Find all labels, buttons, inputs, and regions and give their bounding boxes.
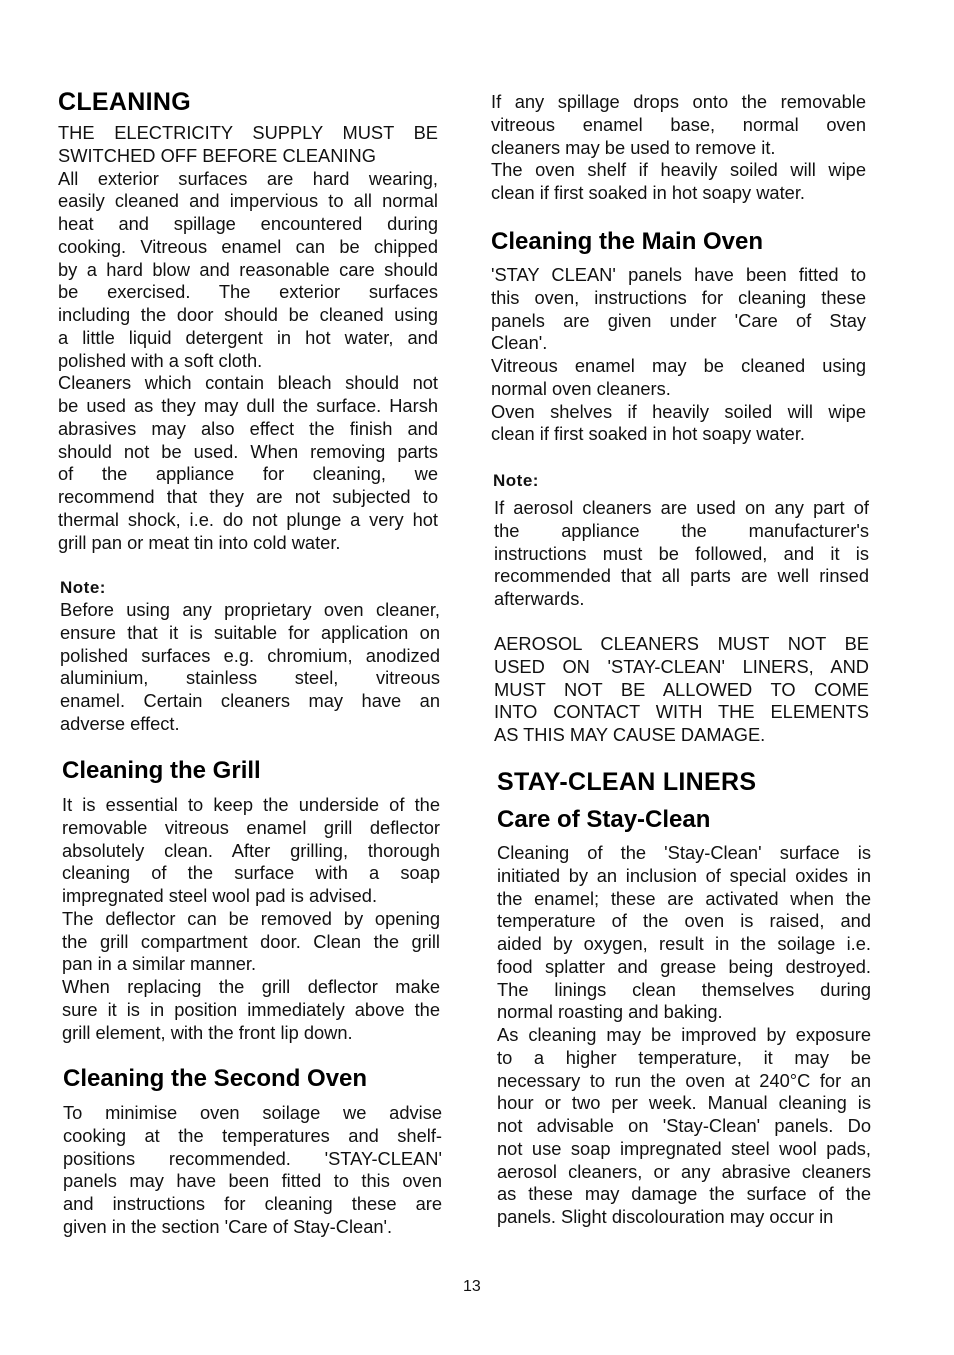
text-line: ensure that it is suitable for application on xyxy=(60,621,440,643)
text-line: cleaning of the surface with a soap xyxy=(62,862,440,884)
text-block xyxy=(62,794,440,1044)
text-line: AEROSOL CLEANERS MUST NOT BE xyxy=(494,633,869,654)
text-line: food splatter and grease being destroyed. xyxy=(497,955,871,977)
text-line: removable vitreous enamel grill deflector xyxy=(62,816,440,838)
text-line: SWITCHED OFF BEFORE CLEANING xyxy=(58,144,376,166)
text-line: Cleaning of the 'Stay-Clean' surface is xyxy=(497,842,871,863)
text-line: If aerosol cleaners are used on any part of xyxy=(494,497,869,518)
text-line: Cleaners which contain bleach should not xyxy=(58,372,438,394)
text-line: adverse effect. xyxy=(60,712,180,734)
text-line: panels may have been fitted to this oven xyxy=(63,1170,442,1192)
text-line: The linings clean themselves during xyxy=(497,978,871,1000)
text-line: the enamel; these are activated when the xyxy=(497,887,871,909)
text-line: sure it is in position immediately above the xyxy=(62,998,440,1020)
paragraph xyxy=(58,122,438,168)
text-line: to a higher temperature, it may be xyxy=(497,1046,871,1068)
paragraph xyxy=(491,159,866,205)
section-heading: Cleaning the Main Oven xyxy=(491,228,764,255)
text-line: vitreous enamel base, normal oven xyxy=(491,113,866,135)
section-heading: Cleaning the Grill xyxy=(62,757,261,784)
paragraph xyxy=(491,355,866,401)
text-line: If any spillage drops onto the removable xyxy=(491,91,866,112)
text-line: abrasives may also effect the finish and xyxy=(58,417,438,439)
text-line: USED ON 'STAY-CLEAN' LINERS, AND xyxy=(494,655,869,677)
text-block xyxy=(60,599,440,736)
paragraph xyxy=(62,908,440,976)
text-line: positions recommended. 'STAY-CLEAN' xyxy=(63,1147,442,1169)
text-line: hour or two per week. Manual cleaning is xyxy=(497,1092,871,1114)
paragraph xyxy=(497,842,871,1024)
text-line: and instructions for cleaning these are xyxy=(63,1193,442,1214)
text-line: this oven, instructions for cleaning these xyxy=(491,286,866,308)
text-line: The deflector can be removed by opening xyxy=(62,907,440,929)
text-line: initiated by an inclusion of special oxides in xyxy=(497,864,871,886)
text-line: impregnated steel wool pad is advised. xyxy=(62,885,378,906)
text-line: the appliance the manufacturer's xyxy=(494,519,869,541)
text-line: INTO CONTACT WITH THE ELEMENTS xyxy=(494,701,869,723)
text-line: grill element, with the front lip down. xyxy=(62,1021,353,1043)
text-line: recommended that all parts are well rinsed xyxy=(494,565,869,587)
text-line: of the appliance for cleaning, we xyxy=(58,463,438,485)
text-line: clean if first soaked in hot soapy water. xyxy=(491,423,805,445)
text-line: should not be used. When removing parts xyxy=(58,440,438,462)
paragraph xyxy=(62,976,440,1044)
text-line: clean if first soaked in hot soapy water. xyxy=(491,182,805,203)
paragraph xyxy=(497,1024,871,1229)
text-line: a little liquid detergent in hot water, and xyxy=(58,326,438,348)
text-line: cooking. Vitreous enamel can be chipped xyxy=(58,235,438,257)
text-line: necessary to run the oven at 240°C for an xyxy=(497,1069,871,1091)
section-heading: STAY-CLEAN LINERS xyxy=(497,768,757,796)
text-line: normal oven cleaners. xyxy=(491,377,671,399)
text-line: Vitreous enamel may be cleaned using xyxy=(491,355,866,376)
text-line: pan in a similar manner. xyxy=(62,953,257,975)
text-line: not advisable on 'Stay-Clean' panels. Do xyxy=(497,1115,871,1136)
text-line: aided by oxygen, result in the soilage i.e. xyxy=(497,933,871,954)
text-block xyxy=(491,264,866,446)
text-line: aluminium, stainless steel, vitreous xyxy=(60,667,440,689)
section-heading: CLEANING xyxy=(58,88,191,116)
text-line: the grill compartment door. Clean the grill xyxy=(62,930,440,952)
text-line: heat and spillage encountered during xyxy=(58,213,438,234)
text-line: AS THIS MAY CAUSE DAMAGE. xyxy=(494,724,766,745)
text-line: Oven shelves if heavily soiled will wipe xyxy=(491,400,866,422)
text-line: be exercised. The exterior surfaces xyxy=(58,281,438,303)
paragraph xyxy=(58,372,438,554)
text-line: Before using any proprietary oven cleaner, xyxy=(60,599,440,620)
page-number: 13 xyxy=(463,1278,481,1295)
text-line: panels. Slight discolouration may occur in xyxy=(497,1206,834,1227)
text-line: enamel. Certain cleaners may have an xyxy=(60,690,440,711)
text-line: It is essential to keep the underside of the xyxy=(62,794,440,815)
paragraph xyxy=(491,401,866,447)
text-line: cooking at the temperatures and shelf- xyxy=(63,1124,442,1146)
note-label: Note: xyxy=(493,471,539,490)
text-block xyxy=(497,842,871,1229)
text-line: instructions must be followed, and it is xyxy=(494,542,869,564)
text-line: The oven shelf if heavily soiled will wipe xyxy=(491,159,866,181)
text-line: as these may damage the surface of the xyxy=(497,1183,871,1205)
text-line: Clean'. xyxy=(491,332,548,354)
section-heading: Cleaning the Second Oven xyxy=(63,1065,368,1092)
text-line: by a hard blow and reasonable care should xyxy=(58,258,438,280)
paragraph xyxy=(63,1102,442,1239)
text-block xyxy=(494,497,869,611)
text-line: When replacing the grill deflector make xyxy=(62,976,440,997)
text-block xyxy=(494,633,869,747)
text-line: To minimise oven soilage we advise xyxy=(63,1102,442,1123)
text-block xyxy=(491,91,866,205)
section-heading: Care of Stay-Clean xyxy=(497,806,711,833)
text-line: aerosol cleaners, or any abrasive cleaners xyxy=(497,1160,871,1182)
text-line: normal roasting and baking. xyxy=(497,1001,723,1023)
paragraph xyxy=(494,497,869,611)
text-line: All exterior surfaces are hard wearing, xyxy=(58,167,438,189)
text-line: THE ELECTRICITY SUPPLY MUST BE xyxy=(58,122,438,143)
text-line: polished surfaces e.g. chromium, anodized xyxy=(60,644,440,666)
text-line: not use soap impregnated steel wool pads, xyxy=(497,1137,871,1159)
paragraph xyxy=(491,264,866,355)
text-line: be used as they may dull the surface. Harsh xyxy=(58,395,438,416)
text-line: MUST NOT BE ALLOWED TO COME xyxy=(494,678,869,700)
text-block xyxy=(58,122,438,554)
text-line: grill pan or meat tin into cold water. xyxy=(58,531,341,553)
text-line: polished with a soft cloth. xyxy=(58,349,263,371)
paragraph xyxy=(62,794,440,908)
text-line: including the door should be cleaned using xyxy=(58,304,438,325)
text-line: easily cleaned and impervious to all normal xyxy=(58,190,438,212)
note-label: Note: xyxy=(60,578,106,597)
paragraph xyxy=(491,91,866,159)
text-line: As cleaning may be improved by exposure xyxy=(497,1024,871,1045)
text-line: absolutely clean. After grilling, thorough xyxy=(62,839,440,861)
paragraph xyxy=(58,168,438,373)
paragraph xyxy=(494,633,869,747)
text-line: cleaners may be used to remove it. xyxy=(491,136,776,158)
paragraph xyxy=(60,599,440,736)
text-line: panels are given under 'Care of Stay xyxy=(491,309,866,331)
text-line: thermal shock, i.e. do not plunge a very hot xyxy=(58,508,438,530)
text-line: recommend that they are not subjected to xyxy=(58,486,438,507)
text-line: given in the section 'Care of Stay-Clean'. xyxy=(63,1215,393,1237)
text-line: 'STAY CLEAN' panels have been fitted to xyxy=(491,264,866,285)
text-line: temperature of the oven is raised, and xyxy=(497,910,871,932)
text-block xyxy=(63,1102,442,1239)
text-line: afterwards. xyxy=(494,588,585,609)
